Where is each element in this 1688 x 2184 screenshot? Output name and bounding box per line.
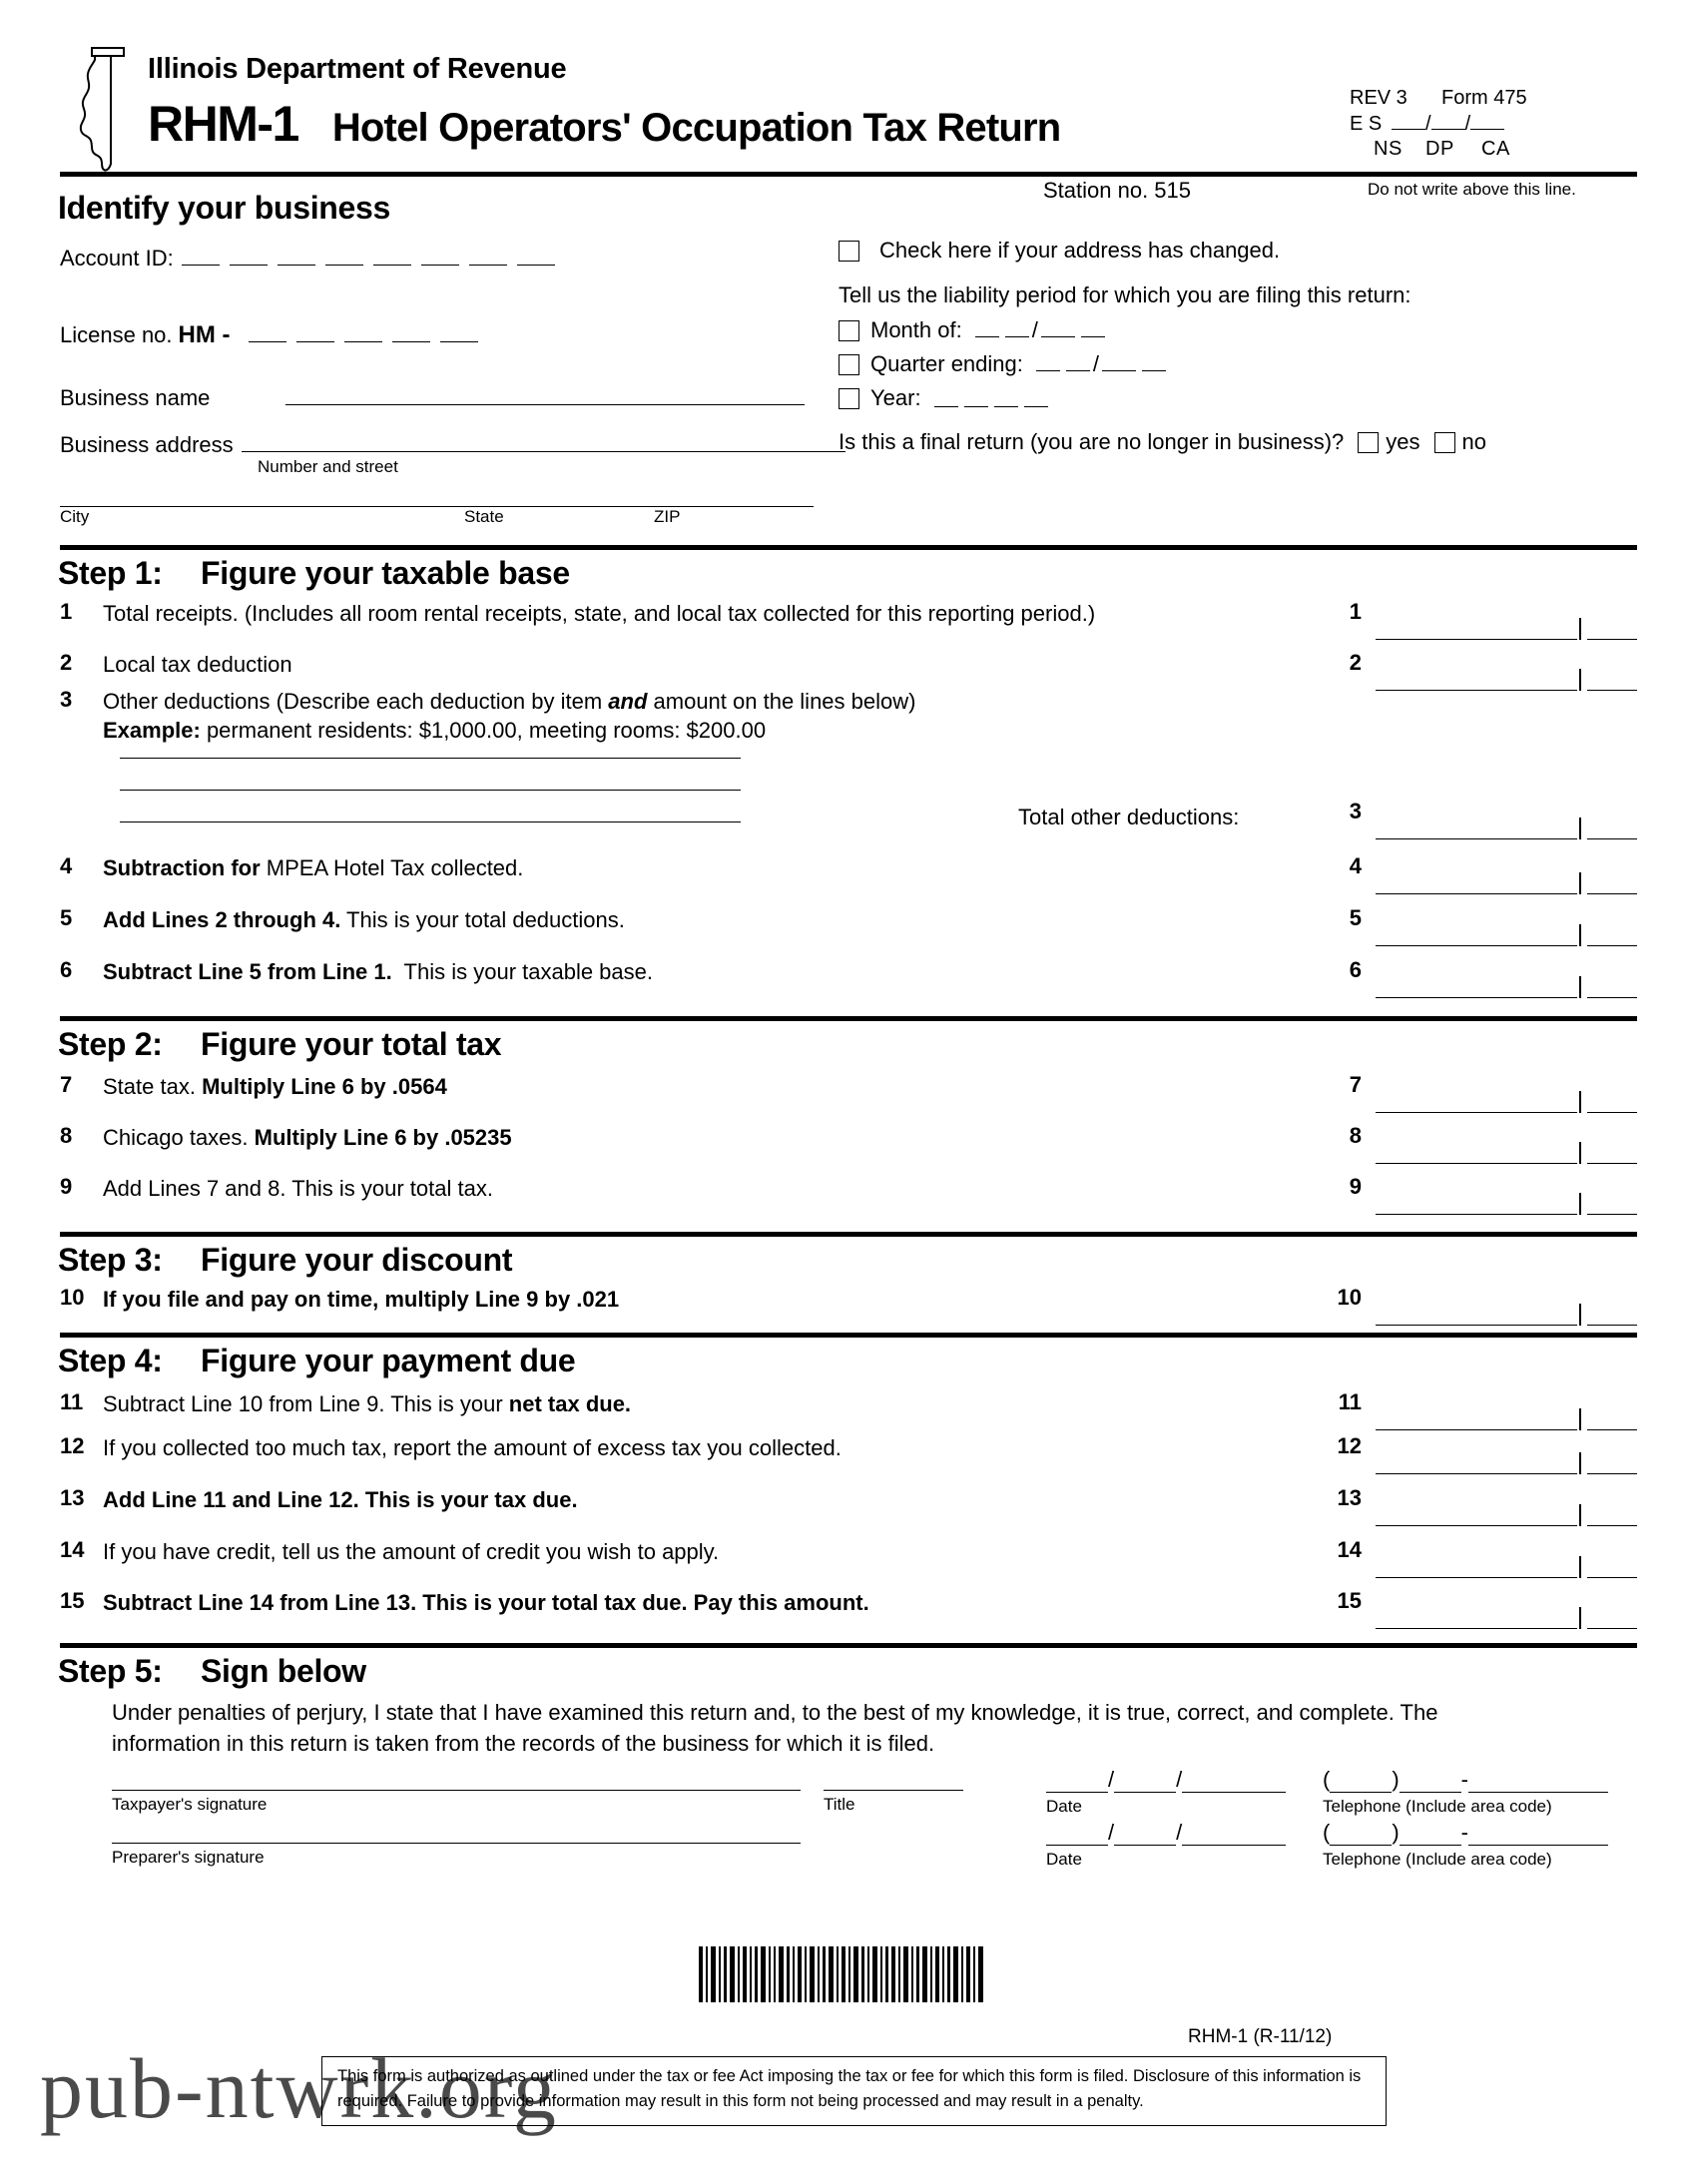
form-title: Hotel Operators' Occupation Tax Return [331,106,1061,150]
deduction-line-2[interactable] [120,789,741,791]
account-id-seg[interactable] [421,245,459,266]
amount-cents-3[interactable] [1587,837,1637,839]
amount-number-1: 1 [1349,599,1362,624]
final-return-yes-checkbox[interactable] [1358,432,1379,453]
amount-number-4: 4 [1349,853,1362,878]
line-row-3-amount [60,799,1637,839]
amount-dollars-14[interactable] [1376,1576,1577,1578]
year-row[interactable] [839,385,1051,411]
amount-number-10: 10 [1337,1285,1362,1310]
illinois-state-outline-icon [62,42,128,172]
final-return-yes-label: yes [1386,429,1420,454]
step1-heading [58,555,570,592]
ca-label: CA [1481,138,1510,160]
line-text-8: Chicago taxes. Multiply Line 6 by .05235 [103,1125,512,1150]
account-id-seg[interactable] [278,245,315,266]
line-row-9 [60,1174,1637,1215]
line-number-3: 3 [60,687,73,712]
city-state-zip-input[interactable] [60,504,814,507]
account-id-input[interactable] [182,245,565,266]
line-row-8 [60,1123,1637,1164]
perjury-statement: Under penalties of perjury, I state that I have examined this return and, to the best of my knowledge, it is true, correct, and complete. The information in this return is taken from the records of the business for which it is filed. [112,1700,1438,1756]
station-number: Station no. 515 [1043,178,1192,203]
amount-cents-12[interactable] [1587,1472,1637,1474]
taxpayer-signature-field[interactable] [112,1789,801,1815]
business-name-row [60,384,805,411]
amount-number-5: 5 [1349,905,1362,930]
preparer-signature-field[interactable] [112,1842,801,1868]
line-row-1 [60,599,1637,640]
license-seg[interactable] [296,321,334,342]
decimal-tick-icon [1579,818,1581,839]
year-checkbox[interactable] [839,388,859,409]
amount-input-2[interactable] [1376,650,1637,691]
line-text-6: Subtract Line 5 from Line 1. This is your taxable base. [103,959,654,984]
tel1-prefix[interactable] [1400,1770,1461,1793]
es-blank-3[interactable] [1470,111,1504,130]
amount-number-8: 8 [1349,1123,1362,1148]
identify-section-title: Identify your business [58,190,391,226]
date2-month[interactable] [1046,1823,1108,1846]
line-number-7: 7 [60,1072,73,1097]
amount-dollars-11[interactable] [1376,1428,1577,1430]
step2-heading [58,1026,501,1063]
step5-divider [60,1643,1637,1648]
telephone-field-2[interactable]: ( ) - Telephone (Include area code) [1323,1820,1622,1870]
step3-name: Step 3: [58,1242,163,1278]
account-id-row [60,245,565,272]
step1-title: Figure your taxable base [201,555,570,591]
amount-cents-15[interactable] [1587,1627,1637,1629]
account-id-seg[interactable] [230,245,268,266]
decimal-tick-icon [1579,1193,1581,1215]
decimal-tick-icon [1579,872,1581,894]
amount-number-9: 9 [1349,1174,1362,1199]
license-label: License no. [60,322,173,347]
decimal-tick-icon [1579,976,1581,998]
line-number-12: 12 [60,1433,85,1458]
line-row-2 [60,650,1637,691]
month-of-label: Month of: [870,317,962,342]
es-blank-2[interactable] [1431,111,1465,130]
line-text-2: Local tax deduction [103,652,292,677]
amount-number-7: 7 [1349,1072,1362,1097]
amount-cents-13[interactable] [1587,1524,1637,1526]
amount-number-15: 15 [1337,1588,1362,1613]
license-seg[interactable] [440,321,478,342]
tel2-prefix[interactable] [1400,1823,1461,1846]
line-row-6 [60,957,1637,998]
amount-input-5[interactable] [1376,905,1637,946]
step2-title: Figure your total tax [201,1026,502,1062]
line-row-5 [60,905,1637,946]
title-line[interactable] [824,1789,963,1791]
line-text-5: Add Lines 2 through 4. This is your total deductions. [103,907,625,932]
step1-name: Step 1: [58,555,163,591]
amount-dollars-3[interactable] [1376,837,1577,839]
amount-input-7[interactable] [1376,1072,1637,1113]
step2-divider [60,1016,1637,1021]
quarter-ending-row[interactable] [839,351,1169,377]
business-address-row [60,431,845,458]
decimal-tick-icon [1579,1556,1581,1578]
final-return-row [839,429,1486,455]
state-label: State [464,507,504,526]
taxpayer-signature-line[interactable] [112,1789,801,1791]
amount-cents-10[interactable] [1587,1324,1637,1326]
line-number-1: 1 [60,599,73,624]
amount-input-1[interactable] [1376,599,1637,640]
final-return-no-checkbox[interactable] [1434,432,1455,453]
line-text-7: State tax. Multiply Line 6 by .0564 [103,1074,447,1099]
account-id-seg[interactable] [373,245,411,266]
rev-number: REV 3 [1350,87,1407,109]
tel2-area[interactable] [1330,1823,1392,1846]
decimal-tick-icon [1579,1504,1581,1526]
year-label: Year: [870,385,921,410]
license-seg[interactable] [344,321,382,342]
amount-cents-14[interactable] [1587,1576,1637,1578]
amount-cents-6[interactable] [1587,996,1637,998]
date-field-2[interactable]: / / Date [1046,1820,1306,1870]
amount-dollars-6[interactable] [1376,996,1577,998]
line-number-11: 11 [60,1389,84,1414]
date-label-1: Date [1046,1797,1082,1816]
amount-dollars-5[interactable] [1376,944,1577,946]
liability-period-intro: Tell us the liability period for which you are filing this return: [839,282,1411,307]
final-return-question: Is this a final return (you are no longer in business)? [839,429,1345,454]
title-field[interactable] [824,1789,963,1815]
date1-month[interactable] [1046,1770,1108,1793]
account-id-seg[interactable] [182,245,220,266]
amount-cents-1[interactable] [1587,638,1637,640]
amount-cents-9[interactable] [1587,1213,1637,1215]
amount-dollars-15[interactable] [1376,1627,1577,1629]
form-number: Form 475 [1441,87,1527,109]
amount-input-12[interactable] [1376,1433,1637,1474]
zip-label: ZIP [654,507,681,526]
line-number-13: 13 [60,1485,85,1510]
amount-dollars-9[interactable] [1376,1213,1577,1215]
total-other-deductions-label: Total other deductions: [1018,805,1240,829]
authorization-text: This form is authorized as outlined under the tax or fee Act imposing the tax or fee for which this form is filed. Disclosure of this information is required. Failure to provide information may result in this form not being processed and may result in a penalty. [337,2067,1362,2110]
amount-input-14[interactable] [1376,1537,1637,1578]
preparer-signature-line[interactable] [112,1842,801,1844]
amount-cents-7[interactable] [1587,1111,1637,1113]
account-id-seg[interactable] [469,245,507,266]
preparer-signature-label: Preparer's signature [112,1848,265,1867]
date1-day[interactable] [1114,1770,1176,1793]
license-number-row [60,321,488,349]
line-text-1: Total receipts. (Includes all room rental receipts, state, and local tax collected for this reporting period.) [103,601,1096,626]
decimal-tick-icon [1579,1304,1581,1326]
license-seg[interactable] [392,321,430,342]
line-number-15: 15 [60,1588,85,1613]
do-not-write-notice: Do not write above this line. [1368,180,1576,199]
step1-divider [60,545,1637,550]
license-prefix: HM - [178,321,231,348]
quarter-ending-input[interactable]: / [1033,351,1169,377]
step2-name: Step 2: [58,1026,163,1062]
amount-number-12: 12 [1337,1433,1362,1458]
amount-number-3: 3 [1349,799,1362,823]
line-text-11: Subtract Line 10 from Line 9. This is your net tax due. [103,1391,632,1416]
dp-label: DP [1425,138,1454,160]
title-label: Title [824,1795,855,1814]
account-id-label: Account ID: [60,246,174,271]
step5-heading [58,1653,366,1690]
amount-cents-4[interactable] [1587,892,1637,894]
form-title-row [148,95,1060,153]
decimal-tick-icon [1579,669,1581,691]
step4-heading [58,1343,575,1379]
tel2-line[interactable] [1468,1823,1608,1846]
amount-dollars-1[interactable] [1376,638,1577,640]
date2-day[interactable] [1114,1823,1176,1846]
decimal-tick-icon [1579,1607,1581,1629]
step5-title: Sign below [201,1653,366,1689]
date-label-2: Date [1046,1850,1082,1869]
line-row-7 [60,1072,1637,1113]
license-number-input[interactable] [249,321,488,342]
amount-cents-11[interactable] [1587,1428,1637,1430]
account-id-seg[interactable] [517,245,555,266]
amount-input-8[interactable] [1376,1123,1637,1164]
address-changed-checkbox[interactable] [839,241,859,262]
line-row-4 [60,853,1637,894]
amount-dollars-4[interactable] [1376,892,1577,894]
date1-year[interactable] [1182,1770,1286,1793]
step3-title: Figure your discount [201,1242,513,1278]
month-of-checkbox[interactable] [839,320,859,341]
amount-input-3[interactable] [1376,799,1637,839]
amount-cents-2[interactable] [1587,689,1637,691]
line-number-9: 9 [60,1174,73,1199]
amount-dollars-8[interactable] [1376,1162,1577,1164]
line-row-11 [60,1389,1637,1430]
taxpayer-signature-label: Taxpayer's signature [112,1795,268,1814]
amount-dollars-12[interactable] [1376,1472,1577,1474]
year-input[interactable] [931,389,1051,407]
line-number-10: 10 [60,1285,85,1310]
decimal-tick-icon [1579,1091,1581,1113]
watermark: pub-ntwrk.org [40,2040,558,2136]
amount-number-11: 11 [1338,1389,1362,1414]
line-number-14: 14 [60,1537,85,1562]
decimal-tick-icon [1579,1142,1581,1164]
header-divider [60,172,1637,177]
line-number-5: 5 [60,905,73,930]
amount-dollars-10[interactable] [1376,1324,1577,1326]
line-text-3-example: Example: permanent residents: $1,000.00, meeting rooms: $200.00 [103,718,767,743]
telephone-field-1[interactable]: ( ) - Telephone (Include area code) [1323,1767,1622,1817]
step3-divider [60,1232,1637,1237]
line-text-12: If you collected too much tax, report the amount of excess tax you collected. [103,1435,842,1460]
es-blank-1[interactable] [1392,111,1425,130]
address-changed-row[interactable] [839,238,1280,264]
business-name-label: Business name [60,385,211,410]
line-text-10: If you file and pay on time, multiply Line 9 by .021 [103,1287,620,1312]
month-of-row[interactable] [839,317,1108,343]
amount-cents-8[interactable] [1587,1162,1637,1164]
amount-cents-5[interactable] [1587,944,1637,946]
date2-year[interactable] [1182,1823,1286,1846]
amount-number-6: 6 [1349,957,1362,982]
quarter-ending-label: Quarter ending: [870,351,1023,376]
line-text-4: Subtraction for MPEA Hotel Tax collected. [103,855,524,880]
line-row-12 [60,1433,1637,1474]
deduction-line-1[interactable] [120,757,741,759]
business-address-input[interactable] [242,431,845,452]
step5-name: Step 5: [58,1653,163,1689]
amount-input-6[interactable] [1376,957,1637,998]
city-label: City [60,507,90,526]
es-label: E S [1350,113,1383,135]
amount-input-4[interactable] [1376,853,1637,894]
line-row-13 [60,1485,1637,1526]
amount-number-2: 2 [1349,650,1362,675]
amount-input-15[interactable] [1376,1588,1637,1629]
line-text-3: Other deductions (Describe each deduction by item and amount on the lines below) [103,689,916,714]
final-return-no-label: no [1461,429,1487,454]
decimal-tick-icon [1579,924,1581,946]
amount-number-14: 14 [1337,1537,1362,1562]
date-field-1[interactable]: / / Date [1046,1767,1306,1817]
step4-name: Step 4: [58,1343,163,1378]
amount-dollars-13[interactable] [1376,1524,1577,1526]
telephone-label-2: Telephone (Include area code) [1323,1850,1552,1869]
tel1-line[interactable] [1468,1770,1608,1793]
agency-name: Illinois Department of Revenue [148,53,567,85]
barcode [699,1946,983,2002]
line-text-15: Subtract Line 14 from Line 13. This is your total tax due. Pay this amount. [103,1590,869,1615]
line-row-10 [60,1285,1637,1326]
account-id-seg[interactable] [325,245,363,266]
line-text-13: Add Line 11 and Line 12. This is your tax due. [103,1487,578,1512]
line-text-9: Add Lines 7 and 8. This is your total tax. [103,1176,493,1201]
month-of-input[interactable]: / [972,317,1108,343]
form-code: RHM-1 [148,96,298,152]
address-changed-label: Check here if your address has changed. [879,238,1281,263]
business-name-input[interactable] [285,384,805,405]
business-address-label: Business address [60,432,234,457]
decimal-tick-icon [1579,1408,1581,1430]
decimal-tick-icon [1579,1452,1581,1474]
amount-dollars-2[interactable] [1376,689,1577,691]
amount-input-13[interactable] [1376,1485,1637,1526]
line-number-8: 8 [60,1123,73,1148]
line-row-14 [60,1537,1637,1578]
line-number-6: 6 [60,957,73,982]
line-row-15 [60,1588,1637,1629]
number-and-street-label: Number and street [258,457,398,476]
line-number-4: 4 [60,853,73,878]
quarter-ending-checkbox[interactable] [839,354,859,375]
step4-divider [60,1333,1637,1338]
amount-dollars-7[interactable] [1376,1111,1577,1113]
tel1-area[interactable] [1330,1770,1392,1793]
step4-title: Figure your payment due [201,1343,576,1378]
form-revision-number: RHM-1 (R-11/12) [1188,2026,1333,2047]
step3-heading [58,1242,512,1279]
line-text-14: If you have credit, tell us the amount of credit you wish to apply. [103,1539,720,1564]
line-row-3 [60,687,1258,745]
amount-input-10[interactable] [1376,1285,1637,1326]
amount-input-9[interactable] [1376,1174,1637,1215]
ns-label: NS [1374,138,1403,160]
line-number-2: 2 [60,650,73,675]
decimal-tick-icon [1579,618,1581,640]
amount-number-13: 13 [1337,1485,1362,1510]
amount-input-11[interactable] [1376,1389,1637,1430]
telephone-label-1: Telephone (Include area code) [1323,1797,1552,1816]
license-seg[interactable] [249,321,286,342]
revision-block: REV 3 Form 475 E S / / NS DP CA [1350,87,1527,160]
